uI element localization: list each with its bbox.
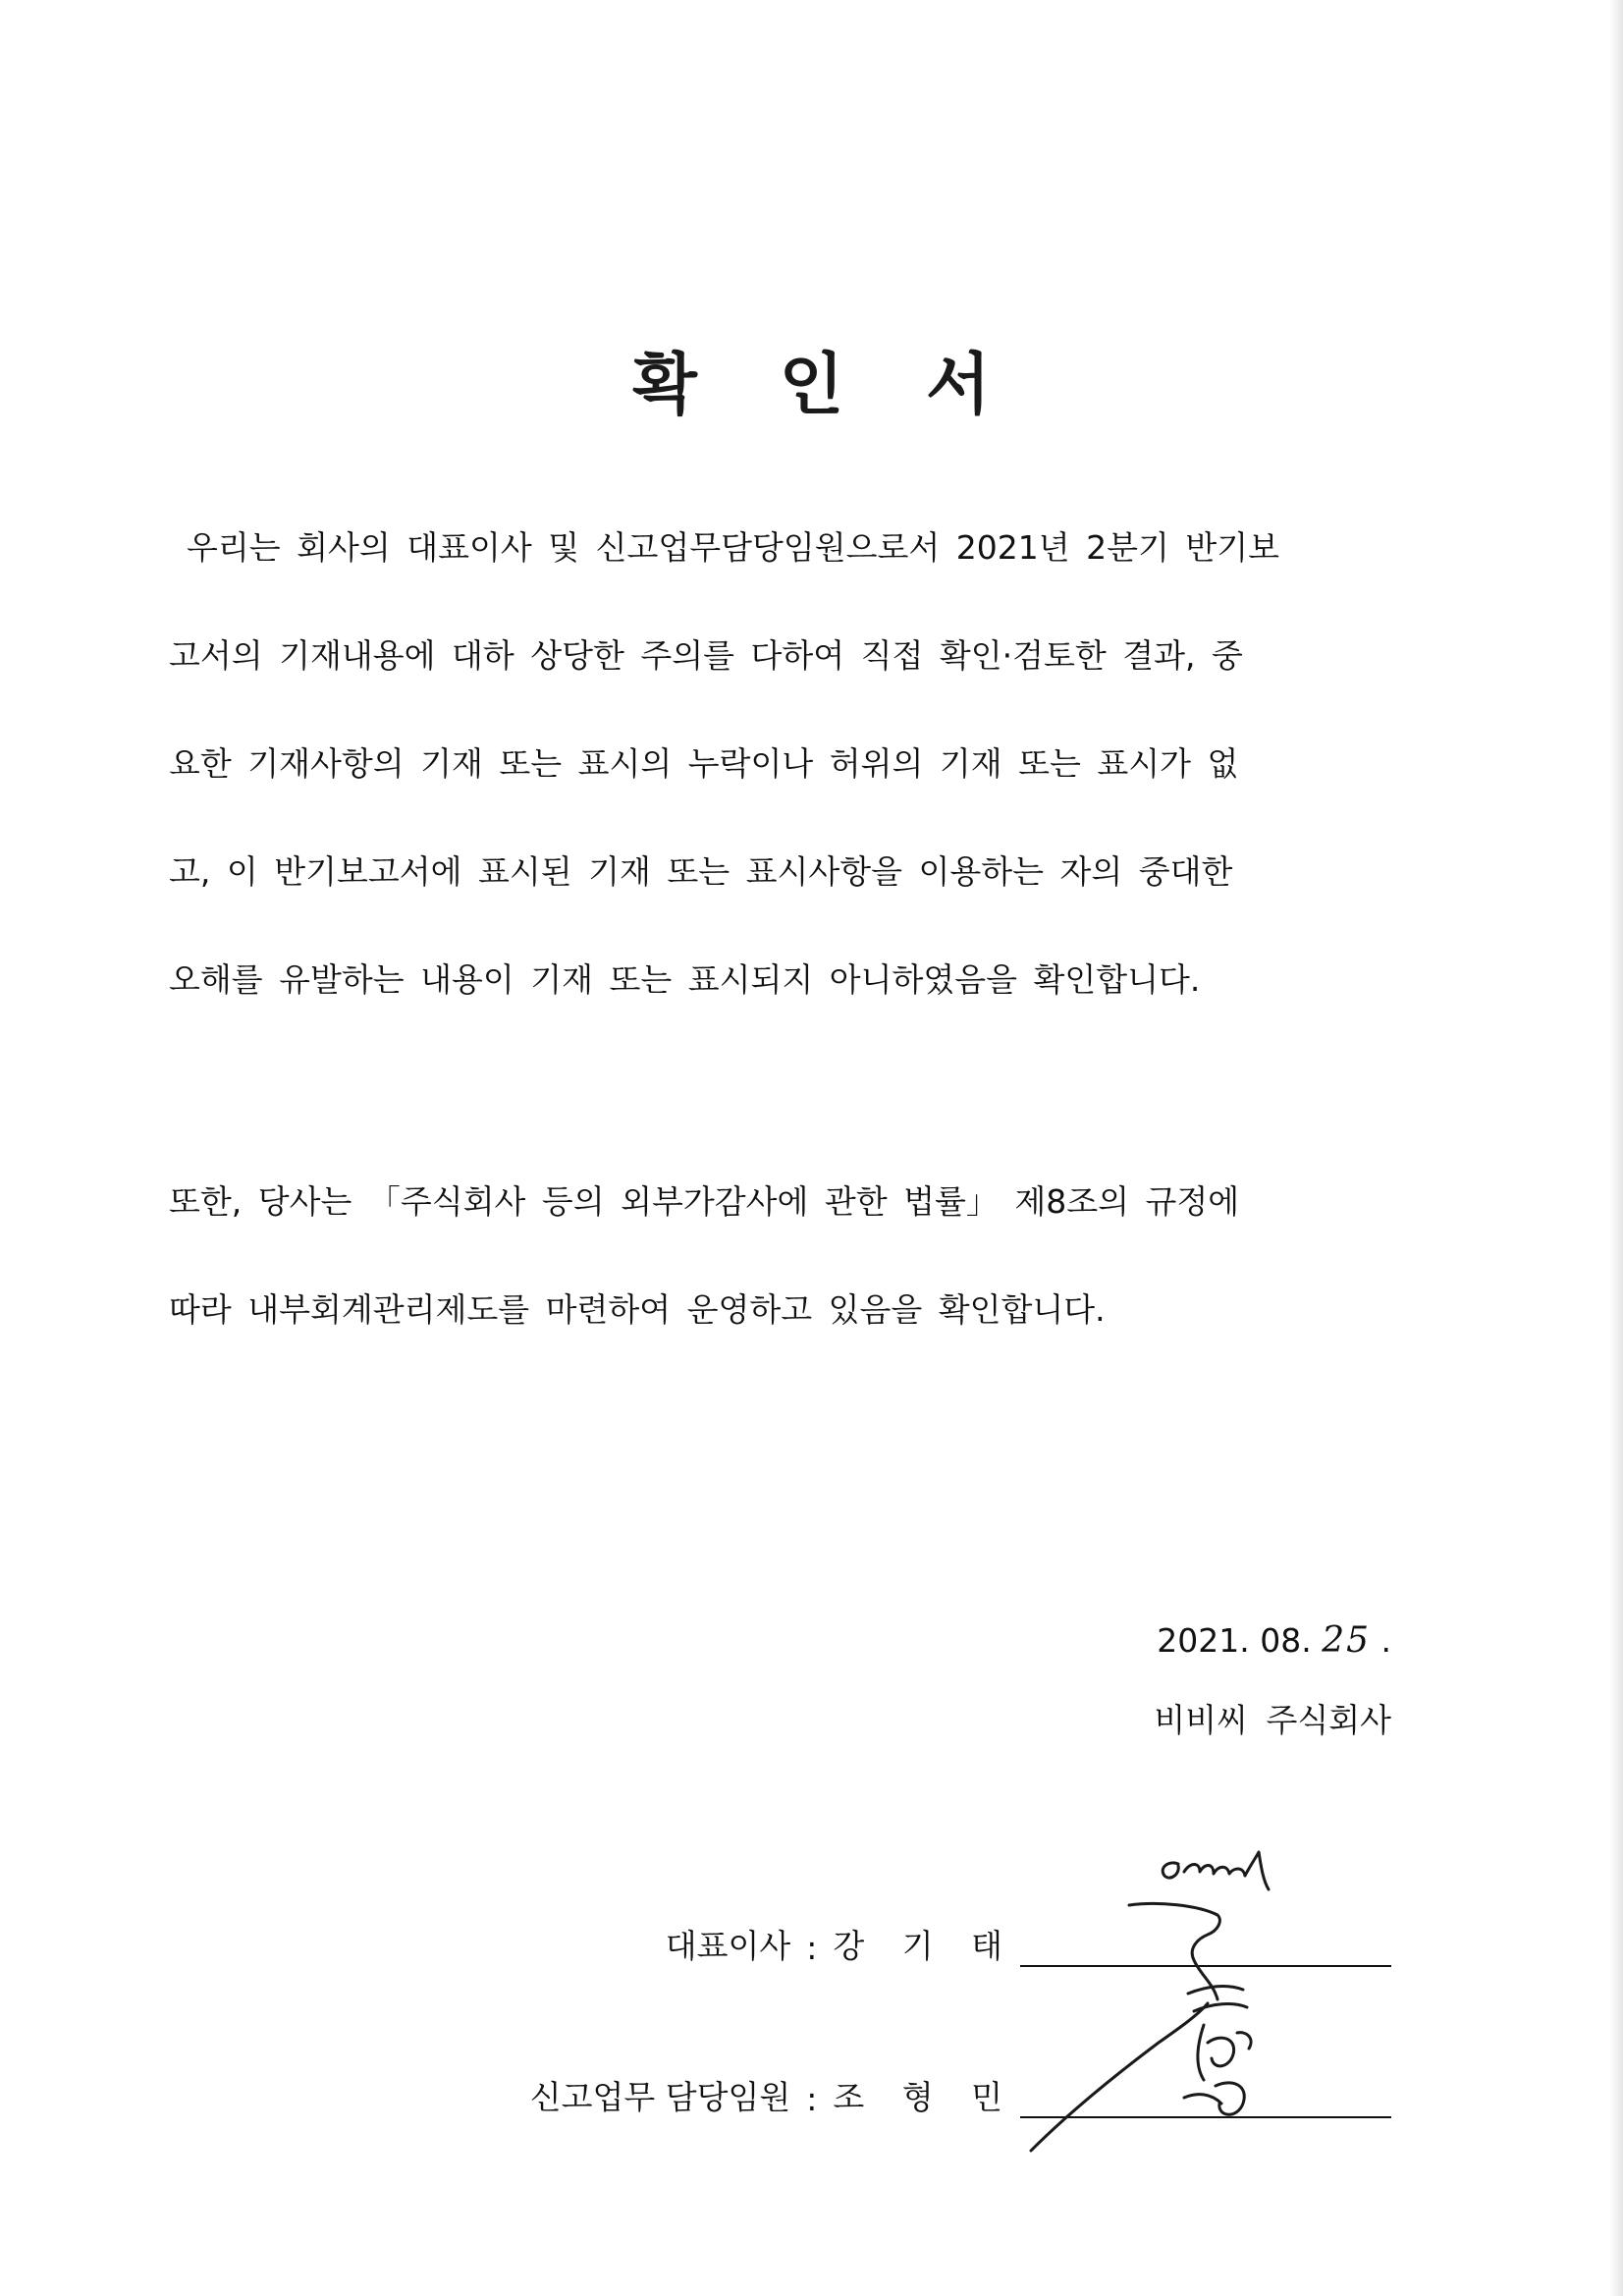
signatory-name: 강 기 태 xyxy=(833,1927,1016,1965)
document-title: 확 인 서 xyxy=(632,346,1020,424)
paragraph-line: 따라 내부회계관리제도를 마련하여 운영하고 있음을 확인합니다. xyxy=(169,1290,1106,1329)
company-name: 비비씨 주식회사 xyxy=(1154,1701,1391,1739)
paragraph-line: 또한, 당사는 「주식회사 등의 외부가감사에 관한 법률」 제8조의 규정에 xyxy=(169,1182,1240,1221)
date-printed: 2021. 08. xyxy=(1157,1621,1312,1660)
handwritten-signatures xyxy=(1011,1846,1345,2160)
paragraph-line: 요한 기재사항의 기재 또는 표시의 누락이나 허위의 기재 또는 표시가 없 xyxy=(169,744,1239,783)
ceo-signature-stroke xyxy=(1129,1903,1219,1999)
officer-signature-stroke xyxy=(1208,2038,1244,2114)
signatory-name: 조 형 민 xyxy=(833,2078,1016,2116)
officer-signature-stroke xyxy=(1031,2003,1208,2151)
officer-signature-stroke xyxy=(1184,2033,1251,2104)
signatory-role: 대표이사 xyxy=(665,1927,791,1965)
ceo-signature-stroke xyxy=(1163,1852,1269,1889)
paragraph-line: 고, 이 반기보고서에 표시된 기재 또는 표시사항을 이용하는 자의 중대한 xyxy=(169,852,1233,891)
signatory-role: 신고업무 담당임원 xyxy=(529,2078,791,2116)
paragraph-line: 고서의 기재내용에 대하 상당한 주의를 다하여 직접 확인·검토한 결과, 중 xyxy=(169,636,1243,675)
signatory-colon: : xyxy=(806,2080,818,2118)
paragraph-line: 오해를 유발하는 내용이 기재 또는 표시되지 아니하였음을 확인합니다. xyxy=(169,960,1201,999)
document-date xyxy=(1157,1620,1391,1661)
date-suffix: . xyxy=(1380,1621,1391,1660)
paragraph-line: 우리는 회사의 대표이사 및 신고업무담당임원으로서 2021년 2분기 반기보 xyxy=(187,528,1279,567)
signatory-colon: : xyxy=(806,1929,818,1967)
date-day-handwritten: 25 xyxy=(1322,1620,1371,1661)
